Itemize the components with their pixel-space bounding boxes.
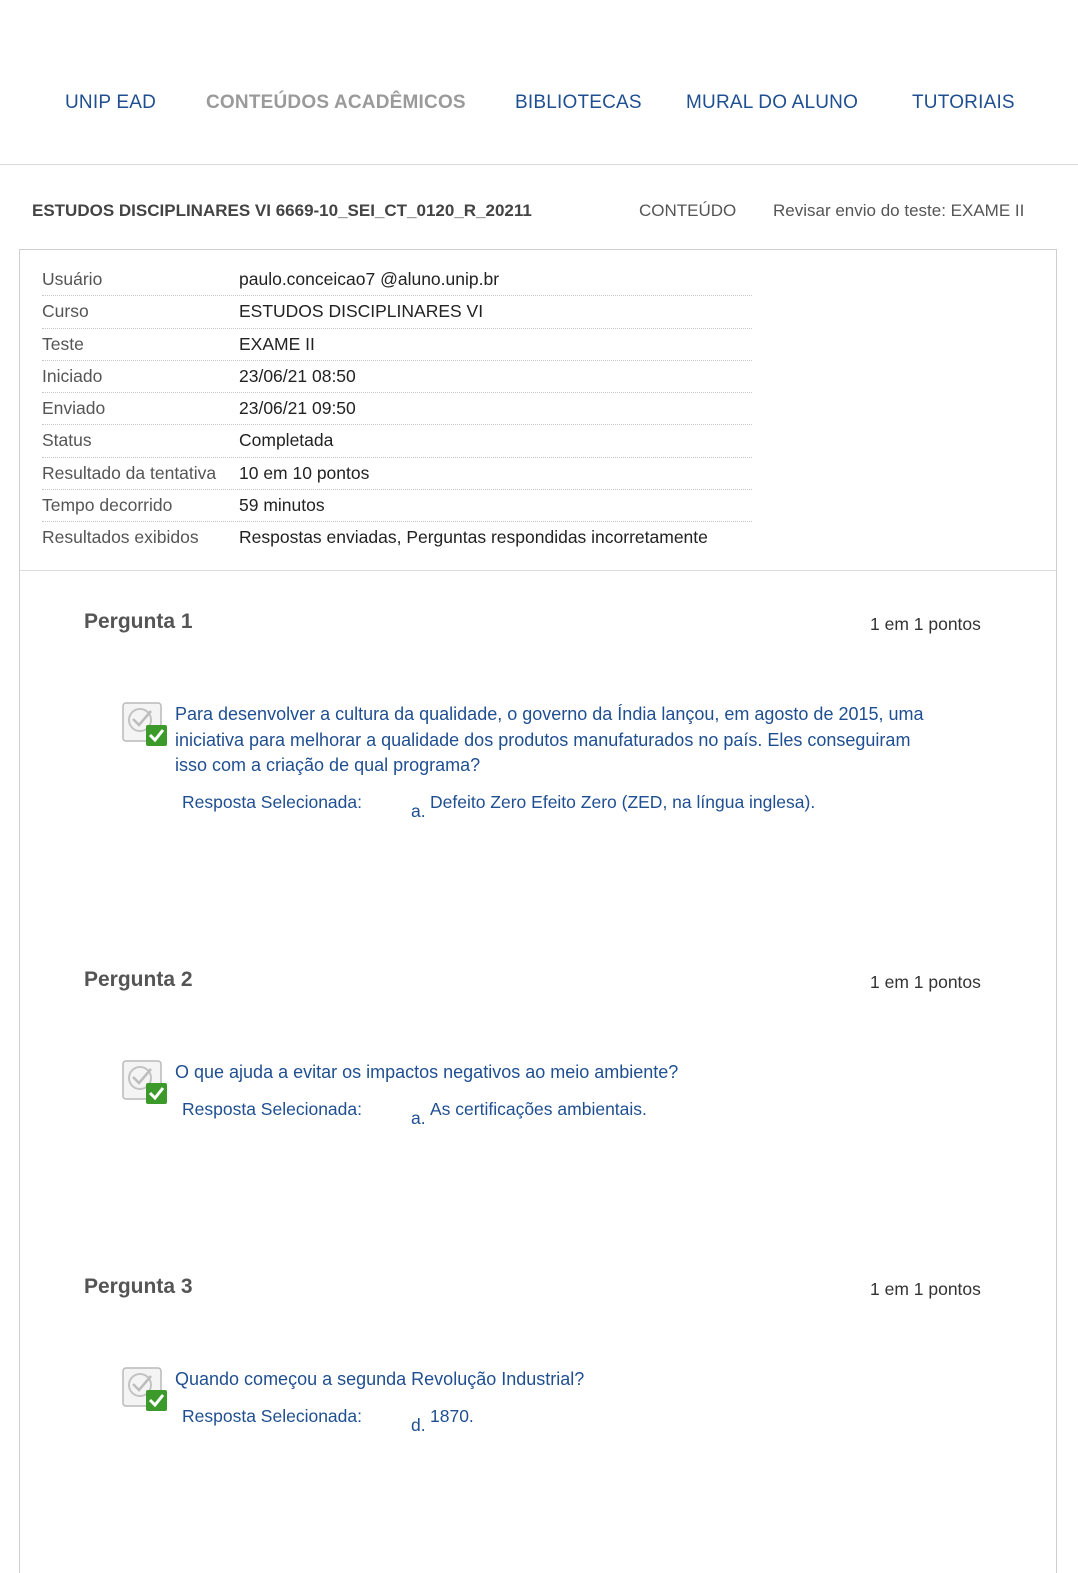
summary-row-tempo bbox=[42, 490, 752, 522]
attempt-summary bbox=[20, 250, 1056, 571]
nav-bibliotecas[interactable]: BIBLIOTECAS bbox=[515, 92, 642, 113]
question-text: O que ajuda a evitar os impactos negativos ao meio ambiente? bbox=[175, 1062, 679, 1082]
selected-answer-label: Resposta Selecionada: bbox=[182, 1099, 362, 1119]
summary-row-resultado bbox=[42, 458, 752, 490]
nav-unip-ead[interactable]: UNIP EAD bbox=[65, 92, 156, 113]
summary-row-iniciado bbox=[42, 361, 752, 393]
question-block-3 bbox=[20, 1275, 1056, 1535]
question-title: Pergunta 1 bbox=[84, 610, 193, 633]
summary-row-enviado bbox=[42, 393, 752, 425]
selected-answer-label: Resposta Selecionada: bbox=[182, 792, 362, 812]
question-title: Pergunta 2 bbox=[84, 968, 193, 991]
summary-row-teste bbox=[42, 329, 752, 361]
selected-answer-text: 1870. bbox=[430, 1406, 474, 1426]
summary-row-usuario bbox=[42, 264, 752, 296]
question-points: 1 em 1 pontos bbox=[870, 614, 981, 634]
summary-value: Completada bbox=[239, 430, 334, 451]
summary-label: Usuário bbox=[42, 269, 103, 289]
question-text: Para desenvolver a cultura da qualidade, o governo da Índia lançou, em agosto de 2015, uma iniciativa para melhorar a qualidade dos produtos manufaturados no país. Eles conseguiram isso com a criação de qual programa? bbox=[175, 704, 924, 775]
nav-mural-do-aluno[interactable]: MURAL DO ALUNO bbox=[686, 92, 859, 113]
top-navigation bbox=[0, 0, 1078, 165]
summary-label: Resultado da tentativa bbox=[42, 462, 217, 483]
summary-row-resultados-exibidos bbox=[42, 522, 752, 554]
summary-value: 23/06/21 09:50 bbox=[239, 398, 356, 419]
summary-value: 23/06/21 08:50 bbox=[239, 365, 356, 386]
question-block-2 bbox=[20, 968, 1056, 1228]
selected-answer-letter: a. bbox=[411, 1108, 426, 1128]
summary-row-curso bbox=[42, 296, 752, 328]
summary-value: EXAME II bbox=[239, 333, 315, 354]
selected-answer-label: Resposta Selecionada: bbox=[182, 1406, 362, 1426]
selected-answer-text: As certificações ambientais. bbox=[430, 1099, 647, 1119]
test-review-panel bbox=[19, 249, 1057, 1573]
breadcrumb-content[interactable]: CONTEÚDO bbox=[639, 201, 737, 220]
breadcrumb bbox=[0, 195, 1078, 229]
question-title: Pergunta 3 bbox=[84, 1275, 193, 1298]
question-block-1 bbox=[20, 610, 1056, 910]
summary-label: Teste bbox=[42, 333, 84, 354]
nav-conteudos-academicos[interactable]: CONTEÚDOS ACADÊMICOS bbox=[206, 92, 466, 113]
summary-value: 10 em 10 pontos bbox=[239, 462, 370, 483]
summary-value: paulo.conceicao7 @aluno.unip.br bbox=[239, 269, 500, 289]
nav-tutoriais[interactable]: TUTORIAIS bbox=[912, 92, 1015, 113]
correct-answer-icon bbox=[121, 1365, 169, 1413]
selected-answer-text: Defeito Zero Efeito Zero (ZED, na língua inglesa). bbox=[430, 792, 816, 812]
summary-label: Resultados exibidos bbox=[42, 527, 199, 548]
question-points: 1 em 1 pontos bbox=[870, 972, 981, 992]
summary-label: Iniciado bbox=[42, 365, 103, 386]
summary-label: Status bbox=[42, 430, 92, 451]
question-points: 1 em 1 pontos bbox=[870, 1279, 981, 1299]
correct-answer-icon bbox=[121, 700, 169, 748]
summary-row-status bbox=[42, 425, 752, 457]
summary-value: 59 minutos bbox=[239, 495, 325, 516]
selected-answer-letter: d. bbox=[411, 1415, 426, 1435]
summary-value: ESTUDOS DISCIPLINARES VI bbox=[239, 301, 484, 322]
summary-table bbox=[42, 264, 752, 555]
correct-answer-icon bbox=[121, 1058, 169, 1106]
summary-label: Tempo decorrido bbox=[42, 495, 173, 516]
selected-answer-letter: a. bbox=[411, 801, 426, 821]
summary-value: Respostas enviadas, Perguntas respondidas incorretamente bbox=[239, 527, 708, 548]
summary-label: Enviado bbox=[42, 398, 106, 419]
summary-label: Curso bbox=[42, 301, 89, 322]
breadcrumb-review: Revisar envio do teste: EXAME II bbox=[773, 201, 1025, 220]
breadcrumb-course[interactable]: ESTUDOS DISCIPLINARES VI 6669-10_SEI_CT_0120_R_20211 bbox=[32, 201, 532, 220]
question-text: Quando começou a segunda Revolução Industrial? bbox=[175, 1369, 585, 1389]
